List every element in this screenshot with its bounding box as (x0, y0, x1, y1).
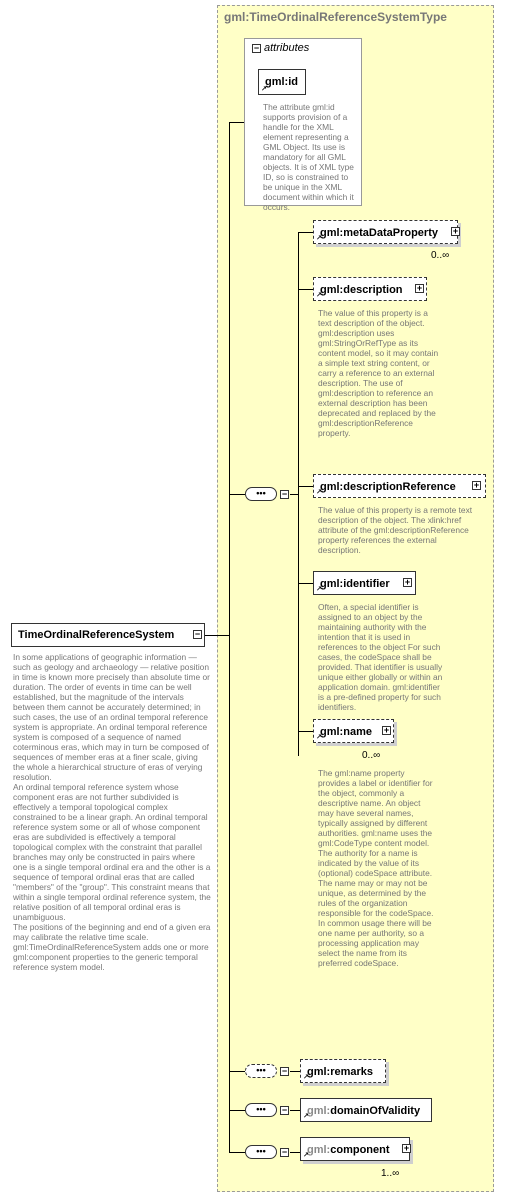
element-documentation: The value of this property is a text description of the object. gml:description uses gml:StringOrRefType as its content model, so it may contain a simple text string content, or carry a reference to an external description. The use of gml:description to reference an external description has been deprecated and replaced by the gml:descriptionReference property. (318, 308, 439, 438)
multiplicity-label: 0..∞ (362, 750, 381, 761)
connector-line (290, 1152, 300, 1153)
element-prefix: gml: (307, 1105, 331, 1117)
element-local-name: description (343, 284, 403, 296)
connector-line (290, 1071, 300, 1072)
element-prefix: gml: (320, 578, 344, 590)
attribute-name: gml:id (265, 76, 298, 88)
reference-arrow-icon: ↗ (316, 489, 322, 496)
expand-icon[interactable]: + (452, 226, 459, 236)
element-local-name: name (343, 726, 372, 738)
connector-line (298, 232, 313, 233)
connector-line (298, 731, 313, 732)
sequence-compositor[interactable]: ••• (245, 1103, 277, 1117)
connector-line (229, 494, 245, 495)
expand-icon[interactable]: + (403, 1143, 410, 1153)
connector-line (229, 1071, 245, 1072)
element-documentation: The gml:name property provides a label or identifier for the object, commonly a descriptive name. An object may have several names, typically assigned by different authorities. gml:name uses the gml:CodeType content model. The authority for a name is indicated by the value of its (optional) codeSpace attribute. The name may or may not be unique, as determined by the rules of the organization responsible for the codeSpace. In common usage there will be one name per authority, so a processing application may select the name from its preferred codeSpace. (318, 768, 434, 968)
collapse-icon[interactable]: − (281, 1066, 288, 1076)
collapse-icon[interactable]: − (253, 43, 260, 53)
element-domainOfValidity[interactable] (300, 1098, 432, 1122)
element-component[interactable] (300, 1137, 410, 1161)
connector-line (229, 1110, 245, 1111)
element-prefix: gml: (320, 284, 344, 296)
connector-line (298, 289, 313, 290)
element-local-name: remarks (330, 1066, 374, 1078)
element-prefix: gml: (320, 481, 344, 493)
expand-icon[interactable]: + (473, 480, 480, 490)
type-title: gml:TimeOrdinalReferenceSystemType (224, 10, 447, 24)
connector-line (229, 1152, 245, 1153)
reference-arrow-icon: ↗ (303, 1113, 309, 1120)
element-local-name: domainOfValidity (330, 1105, 421, 1117)
connector-line (290, 1110, 300, 1111)
element-local-name: component (330, 1144, 390, 1156)
reference-arrow-icon: ↗ (303, 1074, 309, 1081)
collapse-icon[interactable]: − (281, 1105, 288, 1115)
root-element-name: TimeOrdinalReferenceSystem (18, 629, 175, 641)
sequence-compositor[interactable]: ••• (245, 487, 277, 501)
element-descriptionReference[interactable] (313, 474, 486, 498)
multiplicity-label: 0..∞ (431, 250, 450, 261)
multiplicity-label: 1..∞ (381, 1168, 400, 1179)
root-documentation: In some applications of geographic information — such as geology and archaeology — relative position in time is known more precisely than absolute time or duration. The order of events in time can be well established, but the magnitude of the intervals between them cannot be accurately determined; in such cases, the use of an ordinal temporal reference system is appropriate. An ordinal temporal reference system is composed of a sequence of named coterminous eras, which may in turn be composed of sequences of member eras at a finer scale, giving the whole a hierarchical structure of eras of verying resolution. An ordinal temporal reference system whose component eras are not further subdivided is effectively a temporal topological complex constrained to be a linear graph. An ordinal temporal reference system some or all of whose component eras are subdivided is effectively a temporal topological complex with the constraint that parallel branches may only be constructed in pairs where one is a single temporal ordinal era and the other is a sequence of temporal ordinal eras that are called "members" of the "group". This constraint means that within a single temporal ordinal reference system, the relative position of all temporal ordinal eras is unambiguous. The positions of the beginning and end of a given era may calibrate the relative time scale. gml:TimeOrdinalReferenceSystem adds one or more gml:component properties to the generic temporal reference system model. (13, 652, 211, 972)
element-description[interactable] (313, 277, 427, 301)
element-local-name: descriptionReference (343, 481, 456, 493)
element-prefix: gml: (307, 1144, 331, 1156)
attributes-label: attributes (264, 42, 310, 54)
element-local-name: metaDataProperty (343, 227, 438, 239)
reference-arrow-icon: ↗ (316, 292, 322, 299)
collapse-icon[interactable]: − (281, 489, 288, 499)
element-local-name: identifier (343, 578, 390, 590)
connector-line (205, 635, 229, 636)
reference-arrow-icon: ↗ (316, 586, 322, 593)
connector-line (298, 486, 313, 487)
element-prefix: gml: (320, 227, 344, 239)
connector-line (298, 232, 299, 756)
attribute-documentation: The attribute gml:id supports provision of a handle for the XML element representing a GML Object. Its use is mandatory for all GML objects. It is of XML type ID, so is constrained to be unique in the XML document within which it occurs. (263, 102, 354, 212)
root-element-box[interactable] (11, 623, 205, 647)
attributes-header (264, 42, 309, 54)
element-remarks[interactable] (300, 1059, 386, 1083)
reference-arrow-icon: ↗ (303, 1152, 309, 1159)
expand-icon[interactable]: + (383, 725, 390, 735)
sequence-compositor[interactable]: ••• (245, 1145, 277, 1159)
element-identifier[interactable] (313, 571, 416, 595)
reference-arrow-icon: ↗ (261, 86, 267, 93)
element-documentation: Often, a special identifier is assigned to an object by the maintaining authority with the intention that it is used in references to the object For such cases, the codeSpace shall be provided. That identifier is usually unique either globally or within an application domain. gml:identifier is a pre-defined property for such identifiers. (318, 602, 443, 712)
element-prefix: gml: (320, 726, 344, 738)
expand-icon[interactable]: + (404, 577, 411, 587)
connector-line (229, 122, 230, 1153)
element-documentation: The value of this property is a remote text description of the object. The xlink:href attribute of the gml:descriptionReference property references the external description. (318, 505, 473, 555)
element-prefix: gml: (307, 1066, 331, 1078)
reference-arrow-icon: ↗ (316, 734, 322, 741)
collapse-icon[interactable]: − (194, 629, 201, 639)
expand-icon[interactable]: + (416, 283, 423, 293)
sequence-compositor[interactable]: ••• (245, 1064, 277, 1078)
connector-line (290, 494, 298, 495)
element-metaDataProperty[interactable] (313, 220, 458, 244)
attribute-gml-id[interactable] (258, 69, 306, 95)
reference-arrow-icon: ↗ (316, 235, 322, 242)
collapse-icon[interactable]: − (281, 1147, 288, 1157)
connector-line (298, 583, 313, 584)
